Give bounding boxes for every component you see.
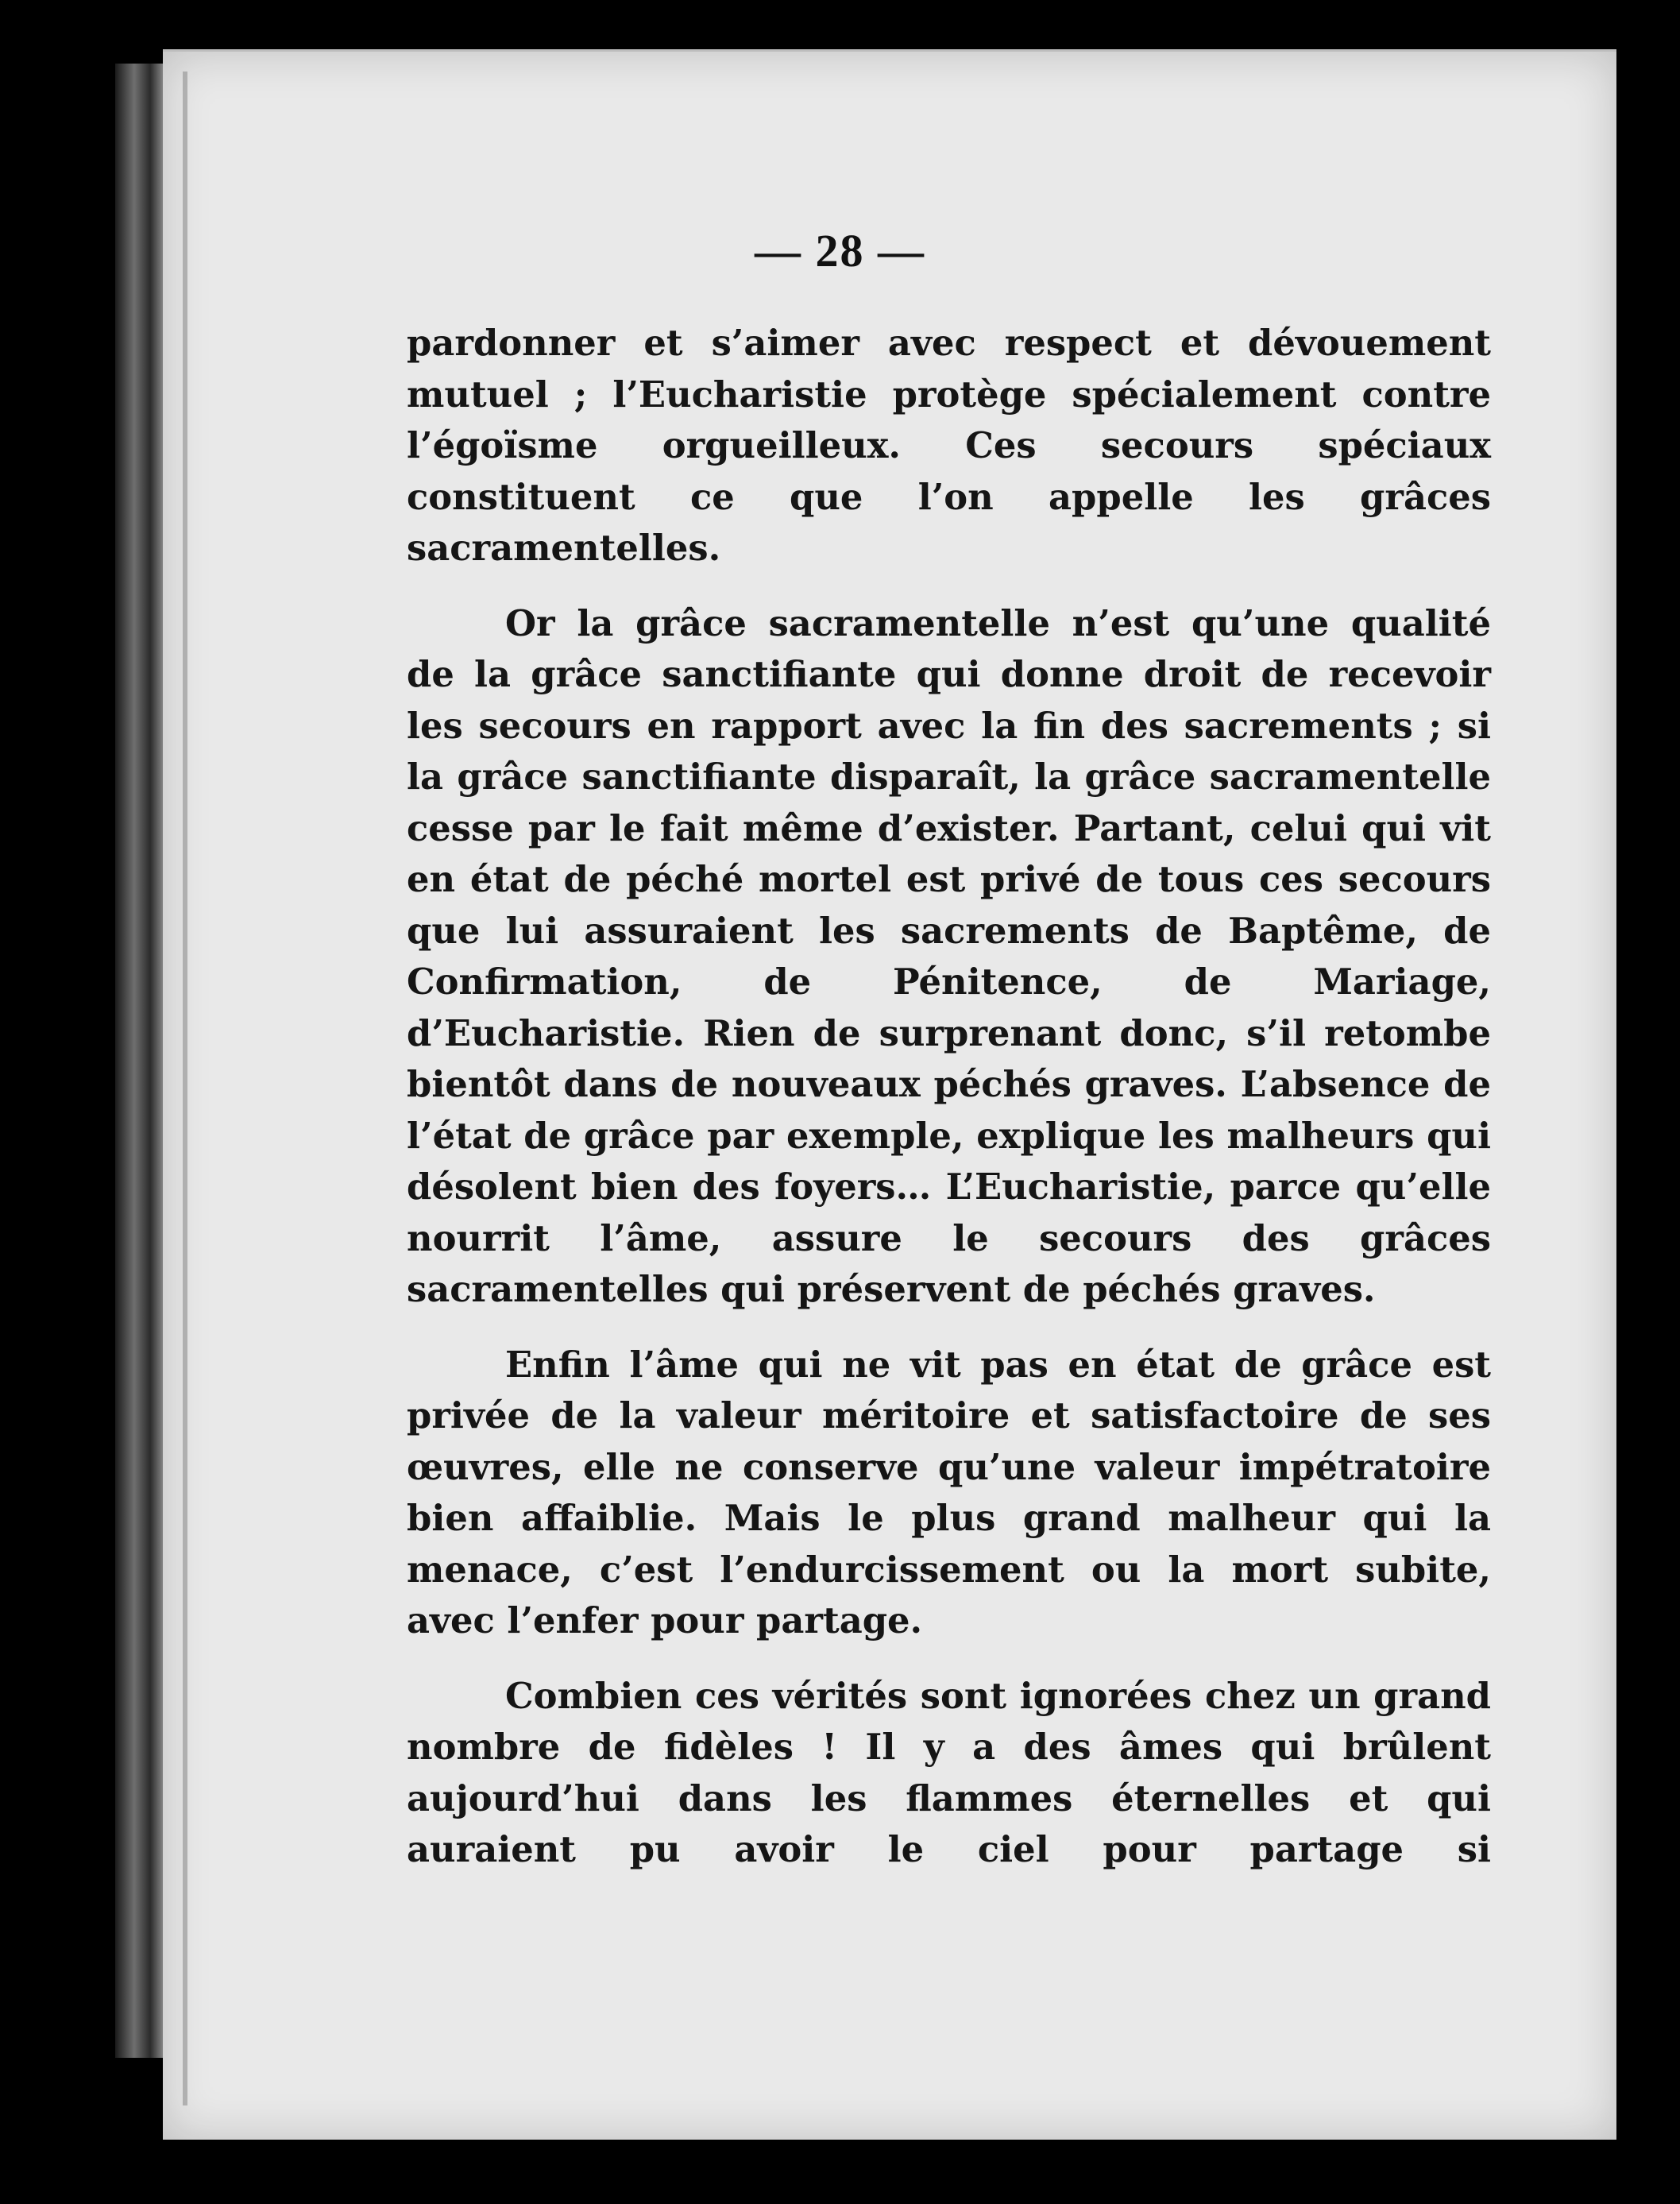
paragraph-4: Combien ces vérités sont ignorées chez un grand nombre de fidèles ! Il y a des âmes qui brûlent aujourd’hui dans les flammes éternelles et qui auraient pu avoir le ciel pour partage si — [407, 1674, 1491, 1870]
page-number: — 28 — — [755, 225, 925, 276]
paragraph-2: Or la grâce sacramentelle n’est qu’une qualité de la grâce sanctifiante qui donne droit de recevoir les secours en rapport avec la fin des sacrements ; si la grâce sanctifiante disparaît, la grâce sacramentelle cesse par le fait même d’exister. Partant, celui qui vit en état de péché mortel est privé de tous ces secours que lui assuraient les sacrements de Baptême, de Confirmation, de Pénitence, de Mariage, d’Eucharistie. Rien de surprenant donc, s’il retombe bientôt dans de nouveaux péchés graves. L’absence de l’état de grâce par exemple, explique les malheurs qui désolent bien des foyers… L’Eucharistie, parce qu’elle nourrit l’âme, assure le secours des grâces sacramentelles qui préservent de péchés graves. — [407, 601, 1491, 1310]
paragraph-1: pardonner et s’aimer avec respect et dévouement mutuel ; l’Eucharistie protège spécialement contre l’égoïsme orgueilleux. Ces secours spéciaux constituent ce que l’on appelle les grâces sacramentelles. — [407, 322, 1491, 569]
page-gutter-line — [183, 72, 187, 2105]
body-text — [407, 318, 1491, 1876]
paragraph-3: Enfin l’âme qui ne vit pas en état de grâce est privée de la valeur méritoire et satisfactoire de ses œuvres, elle ne conserve qu’une valeur impétratoire bien affaiblie. Mais le plus grand malheur qui la menace, c’est l’endurcissement ou la mort subite, avec l’enfer pour partage. — [407, 1343, 1491, 1641]
